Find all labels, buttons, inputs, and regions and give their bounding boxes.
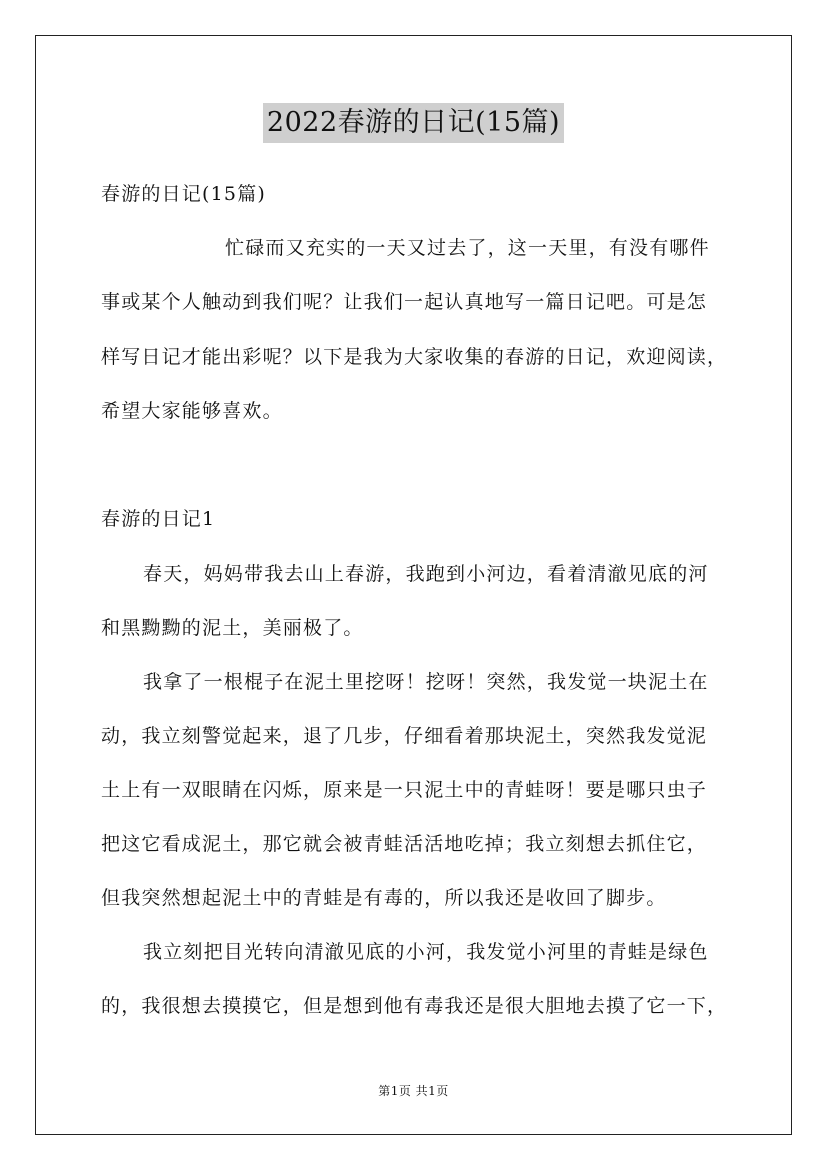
document-subtitle: 春游的日记(15篇) [101, 183, 267, 205]
section-heading: 春游的日记1 [101, 508, 216, 530]
intro-line: 事或某个人触动到我们呢？让我们一起认真地写一篇日记吧。可是怎 [101, 291, 708, 313]
intro-line: 忙碌而又充实的一天又过去了，这一天里，有没有哪件 [225, 237, 710, 259]
body-line: 但我突然想起泥土中的青蛙是有毒的，所以我还是收回了脚步。 [101, 887, 667, 909]
body-line: 把这它看成泥土，那它就会被青蛙活活地吃掉；我立刻想去抓住它， [101, 833, 708, 855]
page-footer: 第1页 共1页 [378, 1084, 449, 1098]
body-line: 土上有一双眼睛在闪烁，原来是一只泥土中的青蛙呀！要是哪只虫子 [101, 779, 708, 801]
body-line: 动，我立刻警觉起来，退了几步，仔细看着那块泥土，突然我发觉泥 [101, 725, 708, 747]
document-title: 2022春游的日记(15篇) [263, 103, 564, 143]
title-container [0, 103, 827, 143]
body-line: 春天，妈妈带我去山上春游，我跑到小河边，看着清澈见底的河 [143, 563, 709, 585]
body-line: 我拿了一根棍子在泥土里挖呀！挖呀！突然，我发觉一块泥土在 [143, 671, 709, 693]
body-line: 我立刻把目光转向清澈见底的小河，我发觉小河里的青蛙是绿色 [143, 941, 709, 963]
intro-line: 样写日记才能出彩呢？以下是我为大家收集的春游的日记，欢迎阅读， [101, 346, 728, 368]
intro-line: 希望大家能够喜欢。 [101, 400, 283, 422]
body-line: 的，我很想去摸摸它，但是想到他有毒我还是很大胆地去摸了它一下， [101, 995, 728, 1017]
body-line: 和黑黝黝的泥土，美丽极了。 [101, 617, 364, 639]
